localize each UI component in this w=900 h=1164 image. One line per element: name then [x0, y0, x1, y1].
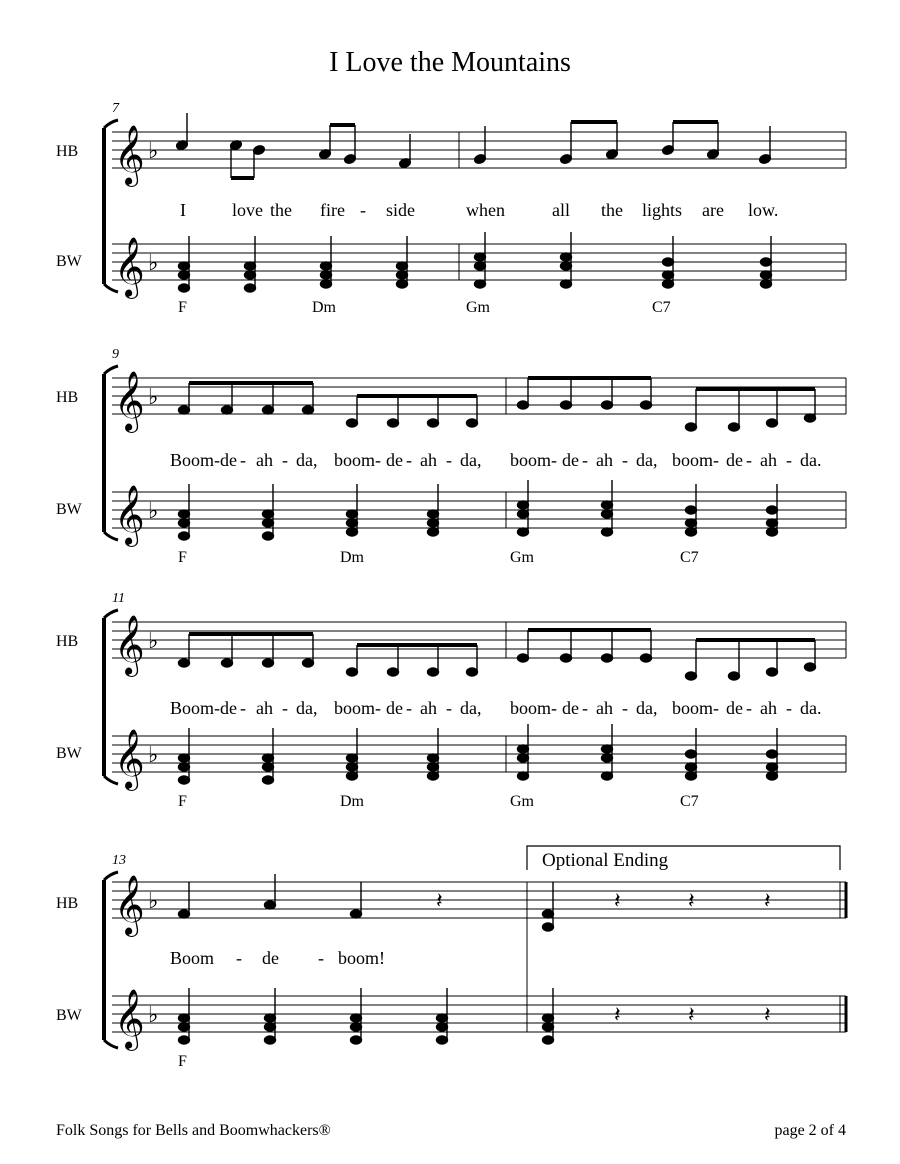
- svg-text:C7: C7: [680, 549, 699, 566]
- svg-text:-: -: [582, 450, 588, 470]
- svg-text:da,: da,: [460, 698, 482, 718]
- part-label-hb: HB: [56, 633, 79, 650]
- flat-key-signature-icon: ♭: [148, 1002, 159, 1027]
- svg-text:-: -: [786, 698, 792, 718]
- svg-text:-: -: [446, 450, 452, 470]
- svg-text:-: -: [240, 450, 246, 470]
- lyrics-line: [170, 948, 385, 968]
- part-label-bw: BW: [56, 253, 82, 270]
- flat-key-signature-icon: ♭: [148, 888, 159, 913]
- svg-text:da.: da.: [800, 450, 822, 470]
- svg-text:de: de: [262, 948, 279, 968]
- svg-text:the: the: [601, 200, 623, 220]
- part-label-bw: BW: [56, 745, 82, 762]
- svg-text:da,: da,: [296, 450, 318, 470]
- flat-key-signature-icon: ♭: [148, 742, 159, 767]
- svg-text:Dm: Dm: [340, 549, 364, 566]
- treble-clef-icon: 𝄞: [114, 877, 145, 934]
- svg-text:boom-: boom-: [672, 450, 719, 470]
- svg-text:-: -: [622, 450, 628, 470]
- part-label-hb: HB: [56, 895, 79, 912]
- svg-text:are: are: [702, 200, 724, 220]
- flat-key-signature-icon: ♭: [148, 498, 159, 523]
- flat-key-signature-icon: ♭: [148, 384, 159, 409]
- svg-text:ah: ah: [596, 450, 613, 470]
- part-label-bw: BW: [56, 501, 82, 518]
- part-label-bw: BW: [56, 1007, 82, 1024]
- svg-text:Dm: Dm: [340, 793, 364, 810]
- svg-text:love: love: [232, 200, 263, 220]
- ending-label: Optional Ending: [542, 850, 669, 871]
- svg-text:-: -: [746, 450, 752, 470]
- svg-text:-: -: [406, 450, 412, 470]
- flat-key-signature-icon: ♭: [148, 628, 159, 653]
- svg-text:F: F: [178, 299, 187, 316]
- svg-text:da,: da,: [636, 450, 658, 470]
- svg-text:de: de: [220, 698, 237, 718]
- svg-text:ah: ah: [420, 698, 437, 718]
- svg-text:-: -: [746, 698, 752, 718]
- svg-text:Dm: Dm: [312, 299, 336, 316]
- svg-text:𝄽: 𝄽: [614, 1002, 621, 1027]
- svg-text:da,: da,: [296, 698, 318, 718]
- svg-text:-: -: [318, 948, 324, 968]
- svg-text:𝄽: 𝄽: [764, 888, 771, 913]
- svg-text:da.: da.: [800, 698, 822, 718]
- svg-text:-: -: [406, 698, 412, 718]
- footer-book-title: Folk Songs for Bells and Boomwhackers®: [56, 1122, 331, 1139]
- svg-text:𝄽: 𝄽: [688, 1002, 695, 1027]
- notes-hb: [179, 874, 554, 931]
- svg-text:de: de: [562, 698, 579, 718]
- svg-text:𝄽: 𝄽: [688, 888, 695, 913]
- treble-clef-icon: 𝄞: [114, 239, 145, 296]
- svg-text:de: de: [386, 450, 403, 470]
- svg-text:boom-: boom-: [672, 698, 719, 718]
- staff-bw: [112, 996, 846, 1032]
- treble-clef-icon: 𝄞: [114, 127, 145, 184]
- svg-text:Boom-: Boom-: [170, 450, 221, 470]
- svg-text:C7: C7: [680, 793, 699, 810]
- svg-text:de: de: [726, 698, 743, 718]
- part-label-hb: HB: [56, 389, 79, 406]
- svg-text:𝄽: 𝄽: [764, 1002, 771, 1027]
- svg-text:-: -: [582, 698, 588, 718]
- svg-text:Gm: Gm: [466, 299, 490, 316]
- svg-text:Boom: Boom: [170, 948, 215, 968]
- treble-clef-icon: 𝄞: [114, 731, 145, 788]
- svg-text:-: -: [786, 450, 792, 470]
- svg-text:boom!: boom!: [338, 948, 385, 968]
- svg-text:ah: ah: [596, 698, 613, 718]
- svg-text:boom-: boom-: [334, 450, 381, 470]
- svg-text:boom-: boom-: [510, 450, 557, 470]
- svg-text:Gm: Gm: [510, 549, 534, 566]
- measure-number: 7: [112, 101, 119, 116]
- svg-text:-: -: [622, 698, 628, 718]
- svg-text:F: F: [178, 793, 187, 810]
- svg-text:the: the: [270, 200, 292, 220]
- svg-text:de: de: [726, 450, 743, 470]
- svg-text:Gm: Gm: [510, 793, 534, 810]
- svg-text:all: all: [552, 200, 570, 220]
- svg-text:Boom-: Boom-: [170, 698, 221, 718]
- svg-text:boom-: boom-: [510, 698, 557, 718]
- svg-text:ah: ah: [256, 450, 273, 470]
- svg-text:da,: da,: [460, 450, 482, 470]
- treble-clef-icon: 𝄞: [114, 487, 145, 544]
- svg-text:-: -: [240, 698, 246, 718]
- svg-text:-: -: [282, 698, 288, 718]
- svg-text:-: -: [282, 450, 288, 470]
- svg-text:lights: lights: [642, 200, 683, 220]
- svg-text:𝄽: 𝄽: [436, 888, 443, 913]
- svg-text:ah: ah: [420, 450, 437, 470]
- svg-text:-: -: [236, 948, 242, 968]
- chord-symbols: [178, 1053, 187, 1070]
- svg-text:F: F: [178, 1053, 187, 1070]
- flat-key-signature-icon: ♭: [148, 250, 159, 275]
- svg-text:ah: ah: [760, 698, 777, 718]
- svg-text:ah: ah: [760, 450, 777, 470]
- staff-hb: [112, 882, 846, 1032]
- svg-text:boom-: boom-: [334, 698, 381, 718]
- svg-text:𝄽: 𝄽: [614, 888, 621, 913]
- svg-text:fire: fire: [320, 200, 345, 220]
- svg-text:-: -: [360, 200, 366, 220]
- svg-text:low.: low.: [748, 200, 779, 220]
- svg-text:de: de: [562, 450, 579, 470]
- measure-number: 11: [112, 591, 125, 606]
- svg-text:ah: ah: [256, 698, 273, 718]
- svg-text:side: side: [386, 200, 415, 220]
- svg-text:-: -: [446, 698, 452, 718]
- footer-page-number: page 2 of 4: [774, 1122, 846, 1139]
- measure-number: 9: [112, 347, 119, 362]
- treble-clef-icon: 𝄞: [114, 373, 145, 430]
- svg-text:de: de: [220, 450, 237, 470]
- svg-text:F: F: [178, 549, 187, 566]
- svg-text:I: I: [180, 200, 186, 220]
- svg-text:when: when: [466, 200, 505, 220]
- flat-key-signature-icon: ♭: [148, 138, 159, 163]
- treble-clef-icon: 𝄞: [114, 617, 145, 674]
- treble-clef-icon: 𝄞: [114, 991, 145, 1048]
- measure-number: 13: [112, 853, 126, 868]
- svg-text:da,: da,: [636, 698, 658, 718]
- page-title: I Love the Mountains: [329, 47, 571, 78]
- svg-text:C7: C7: [652, 299, 671, 316]
- part-label-hb: HB: [56, 143, 79, 160]
- svg-text:de: de: [386, 698, 403, 718]
